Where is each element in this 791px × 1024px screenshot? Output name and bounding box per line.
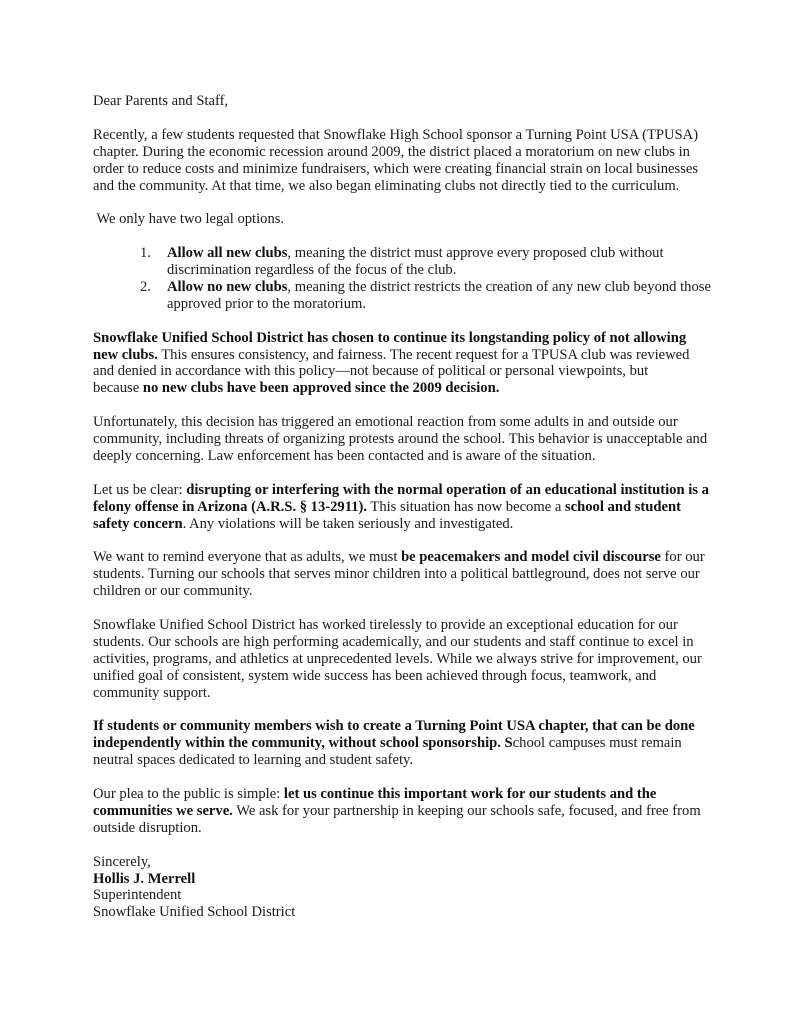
signer-title: Superintendent <box>93 887 182 904</box>
paragraph-background: Recently, a few students requested that Snowflake High School sponsor a Turning Point USA (TPUSA) chapter. During the economic recession around 2009, the district placed a moratorium on new clubs in order to reduce costs and minimize fundraisers, which were creating financial strain on local businesses and the community. At that time, we also began eliminating clubs not directly tied to the curriculum. <box>93 126 699 194</box>
signature-block <box>93 854 733 922</box>
paragraph-reaction: Unfortunately, this decision has triggered an emotional reaction from some adults in and outside our community, including threats of organizing protests around the school. This behavior is unacceptable and deeply concerning. Law enforcement has been contacted and is aware of the situation. <box>93 414 708 464</box>
paragraph-legal-warning: Let us be clear: disrupting or interfering with the normal operation of an educational institution is a felony offense in Arizona (A.R.S. § 13-2911). This situation has now become a school and student safety concern. Any violations will be taken seriously and investigated. <box>93 481 709 532</box>
signer-organization: Snowflake Unified School District <box>93 904 296 921</box>
paragraph-civil-discourse: We want to remind everyone that as adults, we must be peacemakers and model civil discourse for our students. Turning our schools that serves minor children into a political battleground, does not serve our children or our community. <box>93 549 705 600</box>
paragraph-achievements: Snowflake Unified School District has worked tirelessly to provide an exceptional education for our students. Our schools are high performing academically, and our students and staff continue to excel in activities, programs, and athletics at unprecedented levels. While we always strive for improvement, our unified goal of consistent, system wide success has been achieved through focus, teamwork, and community support. <box>93 616 702 701</box>
paragraph-options-intro: We only have two legal options. <box>93 211 285 228</box>
salutation: Dear Parents and Staff, <box>93 93 229 109</box>
list-item: 1. Allow all new clubs, meaning the district must approve every proposed club without discrimination regardless of the focus of the club. <box>140 245 664 279</box>
signer-name: Hollis J. Merrell <box>93 870 196 887</box>
paragraph-policy: Snowflake Unified School District has chosen to continue its longstanding policy of not allowing new clubs. This ensures consistency, and fairness. The recent request for a TPUSA club was reviewed and denied in accordance with this policy—not because of political or personal viewpoints, but because no new clubs have been approved since the 2009 decision. <box>93 329 690 397</box>
paragraph-independent-chapter: If students or community members wish to create a Turning Point USA chapter, that can be done independently within the community, without school sponsorship. School campuses must remain neutral spaces dedicated to learning and student safety. <box>93 718 695 769</box>
valediction: Sincerely, <box>93 853 151 870</box>
options-list <box>93 245 733 313</box>
letter <box>93 93 733 921</box>
list-item: 2. Allow no new clubs, meaning the district restricts the creation of any new club beyond those approved prior to the moratorium. <box>140 278 711 312</box>
paragraph-plea: Our plea to the public is simple: let us continue this important work for our students and the communities we serve. We ask for your partnership in keeping our schools safe, focused, and free from outside disruption. <box>93 786 701 836</box>
